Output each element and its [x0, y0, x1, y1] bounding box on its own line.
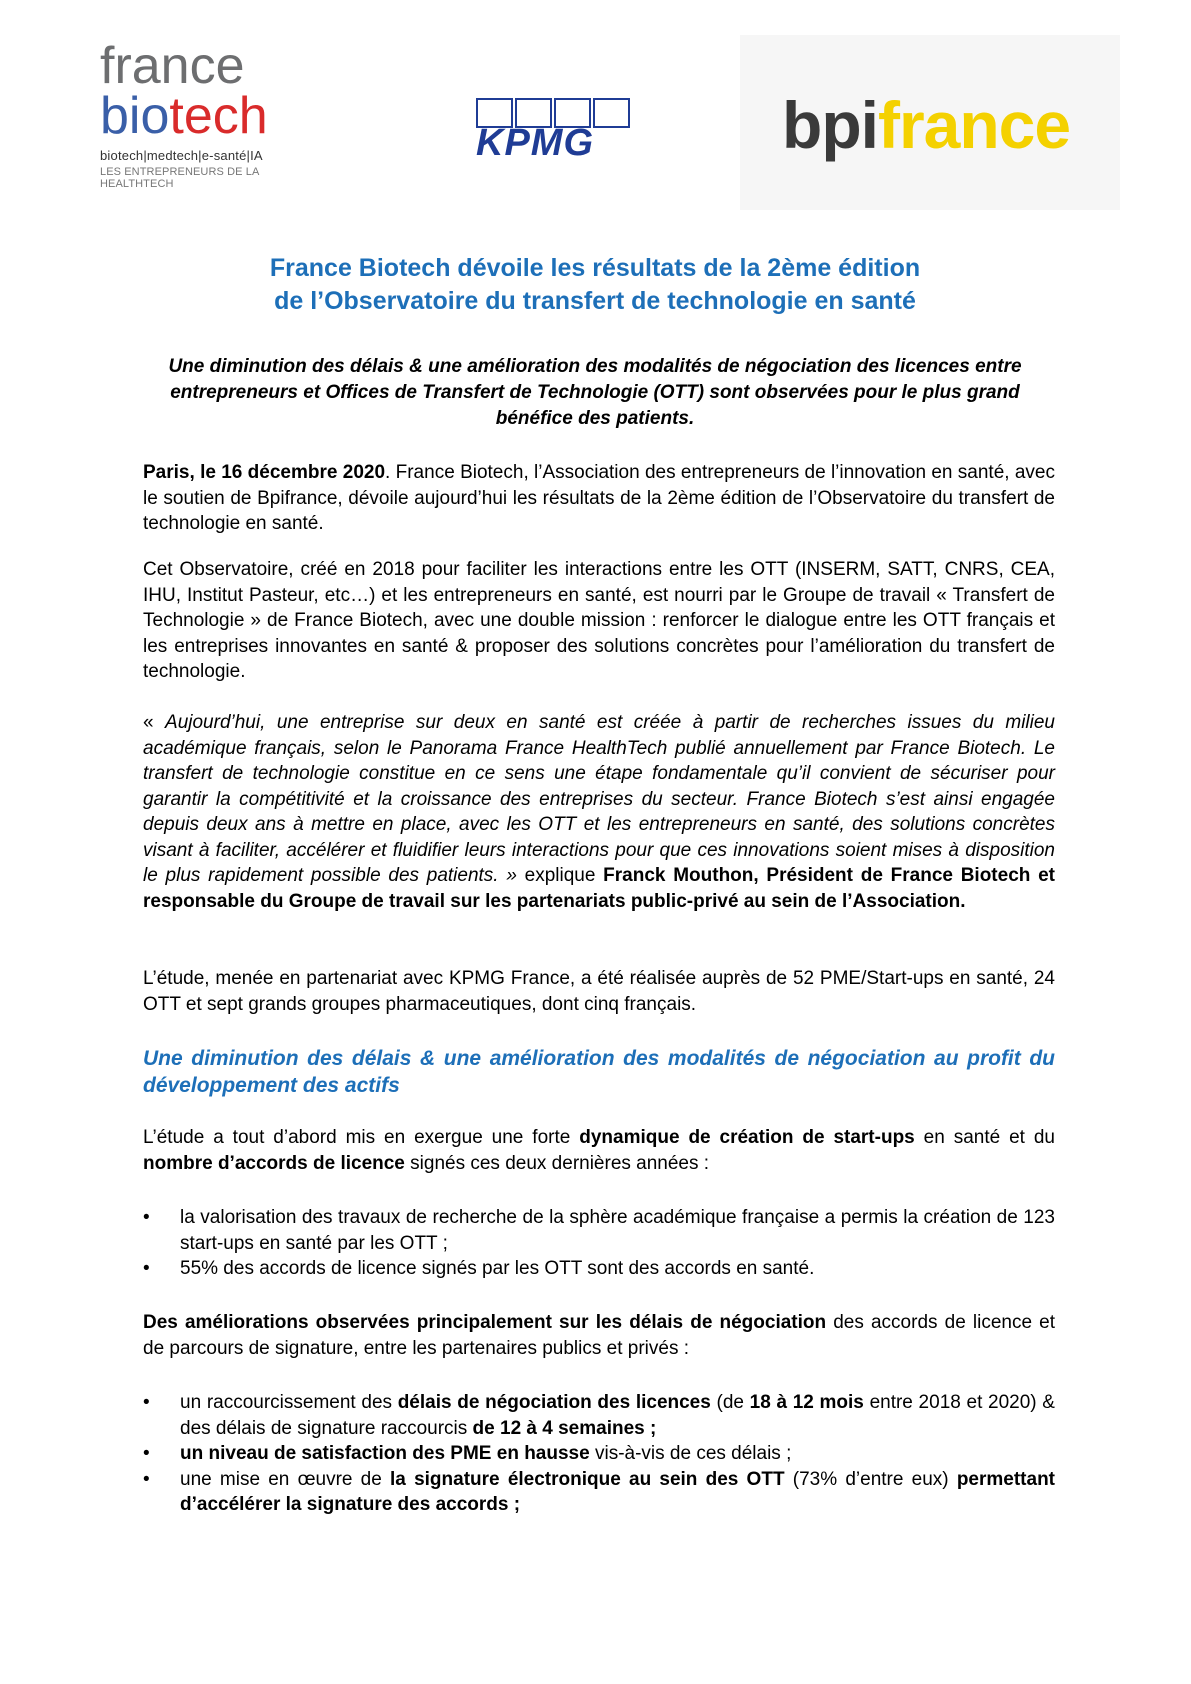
list-item: • une mise en œuvre de la signature électronique au sein des OTT (73% d’entre eux) permettant d’accélérer la signature des accords ; [143, 1468, 1056, 1515]
logo-france-word: france [100, 37, 245, 95]
bullet-icon: • [143, 1258, 150, 1279]
subtitle: Une diminution des délais & une amélioration des modalités de négociation des licences entre entrepreneurs et Offices de Transfert de Technologie (OTT) sont observées pour le plus grand bénéfice des patients. [168, 356, 1022, 429]
page-title: France Biotech dévoile les résultats de la 2ème édition de l’Observatoire du transfert de technologie en santé [269, 254, 921, 315]
bullet-icon: • [143, 1392, 150, 1413]
bpifrance-wordmark: bpifrance [782, 88, 1071, 162]
paragraph-intro: Paris, le 16 décembre 2020. France Biotech, l’Association des entrepreneurs de l’innovation en santé, avec le soutien de Bpifrance, dévoile aujourd’hui les résultats de la 2ème édition de l’Observatoire du transfert de technologie en santé. [143, 462, 1055, 534]
bullet-list-dynamics [143, 1205, 1055, 1282]
bullet-icon: • [143, 1443, 150, 1464]
paragraph-quote: « Aujourd’hui, une entreprise sur deux en santé est créée à partir de recherches issues du milieu académique français, selon le Panorama France HealthTech publié annuellement par France Biotech. Le transfert de technologie constitue en ce sens une étape fondamentale qu’il convient de sécuriser pour garantir la compétitivité et la croissance des entreprises du secteur. France Biotech s’est ainsi engagée depuis deux ans à mettre en place, avec les OTT et les entrepreneurs en santé, des solutions concrètes visant à faciliter, accélérer et fluidifier leurs interactions pour que ces innovations soient mises à disposition le plus rapidement possible des patients. » explique Franck Mouthon, Président de France Biotech et responsable du Groupe de travail sur les partenariats public-privé au sein de l’Association. [143, 712, 1056, 912]
paragraph-observatoire: Cet Observatoire, créé en 2018 pour faciliter les interactions entre les OTT (INSERM, SATT, CNRS, CEA, IHU, Institut Pasteur, etc…) et les entrepreneurs en santé, est nourri par le Groupe de travail « Transfert de Technologie » de France Biotech, avec une double mission : renforcer le dialogue entre les OTT français et les entreprises innovantes en santé & proposer des solutions concrètes pour l’amélioration du transfert de technologie. [143, 559, 1055, 682]
logo-tagline: biotech|medtech|e-santé|IA [100, 148, 263, 163]
section-heading: Une diminution des délais & une amélioration des modalités de négociation au profit du développement des actifs [143, 1047, 1055, 1097]
list-item: • 55% des accords de licence signés par les OTT sont des accords en santé. [143, 1256, 1055, 1282]
kpmg-wordmark: KPMG [476, 122, 594, 164]
logo-biotech-word: biotech [100, 87, 268, 145]
paragraph-improvements: Des améliorations observées principalement sur les délais de négociation des accords de licence et de parcours de signature, entre les partenaires publics et privés : [143, 1312, 1055, 1359]
logo-subtitle: LES ENTREPRENEURS DE LA HEALTHTECH [100, 166, 259, 190]
list-item: • un niveau de satisfaction des PME en hausse vis-à-vis de ces délais ; [143, 1441, 1055, 1467]
list-item: • un raccourcissement des délais de négociation des licences (de 18 à 12 mois entre 2018 et 2020) & des délais de signature raccourcis de 12 à 4 semaines ; [143, 1392, 1055, 1439]
bullet-icon: • [143, 1207, 150, 1228]
paragraph-study: L’étude, menée en partenariat avec KPMG France, a été réalisée auprès de 52 PME/Start-ups en santé, 24 OTT et sept grands groupes pharmaceutiques, dont cinq français. [143, 968, 1055, 1015]
kpmg-logo [476, 98, 632, 164]
france-biotech-logo [100, 37, 330, 190]
paragraph-dynamics: L’étude a tout d’abord mis en exergue une forte dynamique de création de start-ups en santé et du nombre d’accords de licence signés ces deux dernières années : [143, 1127, 1056, 1174]
bpifrance-logo [740, 35, 1120, 210]
bullet-icon: • [143, 1468, 150, 1490]
bullet-list-improvements [143, 1390, 1055, 1518]
list-item: • la valorisation des travaux de recherche de la sphère académique française a permis la création de 123 start-ups en santé par les OTT ; [143, 1207, 1055, 1254]
